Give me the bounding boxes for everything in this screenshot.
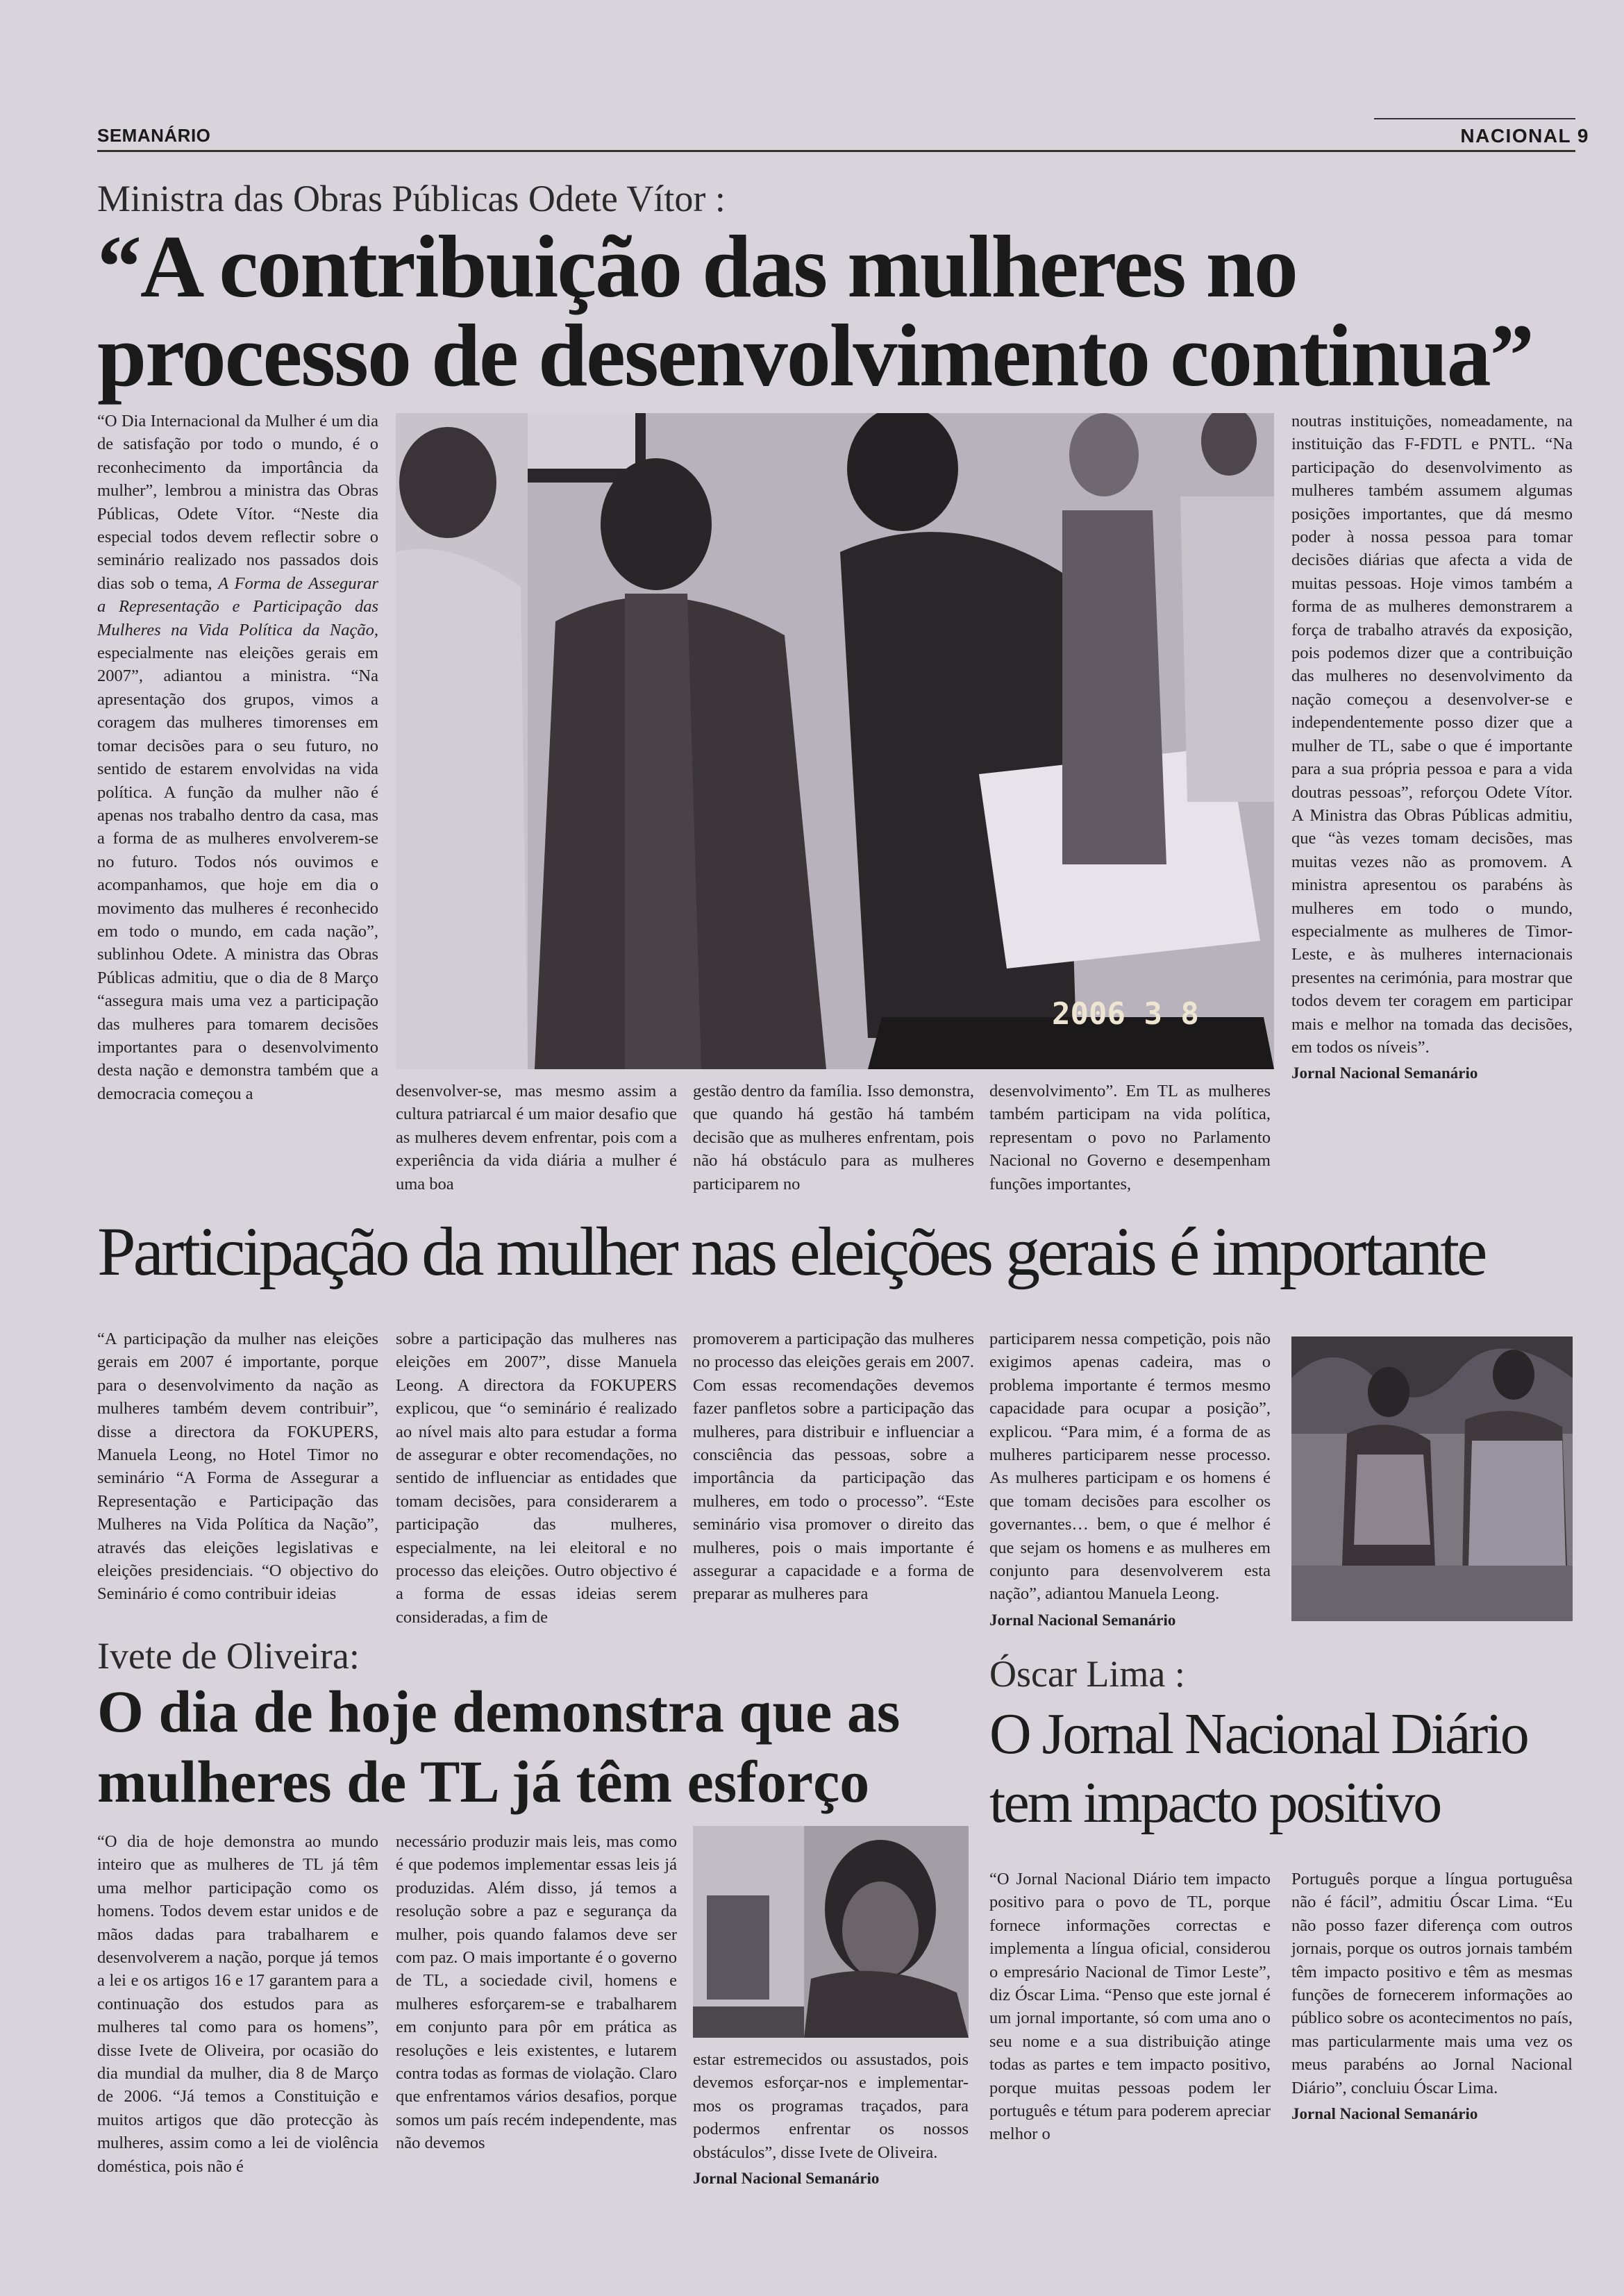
article4-col1-text: “O Jornal Nacional Diário tem impacto positivo para o povo de TL, porque fornece informações correctas e implementa a língua oficial, considerou o empresário Nacional de Timor Leste”, diz Óscar Lima. “Penso que este jornal é um jornal importante, só com uma ano o seu nome e a sua distribuição atinge todas as partes e tem impacto positivo, porque muitas pessoas podem ler português e tétum para poderem apreciar melhor o — [989, 1870, 1271, 2144]
article2-col3-text: promoverem a participação das mulheres no processo das eleições gerais em 2007. Com essas recomendações devemos fazer panfletos sobre a participação das mulheres, para distribuir e influenciar a consciência das pessoas, sobre a importância da participação das mulheres, em todo o processo”. “Este seminário visa promover o direito das mulheres, pois o mais importante é assegurar a capacidade e a forma de preparar as mulheres para — [693, 1330, 974, 1604]
article4-col2 — [1291, 1868, 1573, 2125]
article2-headline: Participação da mulher nas eleições gerais é importante — [97, 1213, 1485, 1290]
article1-byline: Jornal Nacional Semanário — [1291, 1064, 1478, 1082]
photo-date-stamp: 2006 3 8 — [1052, 996, 1199, 1032]
article3-col3 — [693, 2048, 969, 2190]
article1-col3 — [693, 1080, 974, 1196]
article2-col2-text: sobre a participação das mulheres nas eleições em 2007”, disse Manuela Leong. A directora da FOKUPERS explicou, que “o seminário é realizado ao nível mais alto para estudar a forma de assegurar e obter recomendações, no sentido de influenciar as entidades que tomam decisões, para considerarem a participação das mulheres, especialmente, na lei eleitoral e no processo das eleições. Outro objectivo é a forma de essas ideias serem consideradas, a fim de — [396, 1330, 677, 1627]
article1-col1-italic: A Forma de Assegurar a Representação e Participação das Mulheres na Vida Política da Nação, — [97, 573, 378, 639]
article2-col2 — [396, 1327, 677, 1629]
article1-col4-text: desenvolvimento”. Em TL as mulheres também participam na vida política, representam o povo no Parlamento Nacional no Governo e desempenham funções importantes, — [989, 1082, 1271, 1193]
article1-col5 — [1291, 410, 1573, 1085]
article1-col1-rest: especialmente nas eleições gerais em 2007”, adiantou a ministra. “Na apresentação dos grupos, vimos a coragem das mulheres timorenses em tomar decisões para o seu futuro, no sentido de estarem envolvidas na vida política. A função da mulher não é apenas nos trabalho dentro da casa, mas a forma de as mulheres envolverem-se no futuro. Todos nós ouvimos e acompanhamos, que hoje em dia o movimento das mulheres é reconhecido em todo o mundo, em cada nação”, sublinhou Odete. A ministra das Obras Públicas admitiu, que o dia de 8 Março “assegura mais uma vez a participação das mulheres para tomarem decisões importantes para o desenvolvimento desta nação e demonstra também que a democracia começou a — [97, 644, 378, 1103]
article1-col2-text: desenvolver-se, mas mesmo assim a cultura patriarcal é um maior desafio que as mulheres devem enfrentar, pois com a experiência da vida diária a mulher é uma boa — [396, 1082, 677, 1193]
article3-byline: Jornal Nacional Semanário — [693, 2170, 880, 2188]
header-rule — [97, 150, 1575, 152]
article1-photo — [396, 413, 1274, 1069]
article3-col2-text: necessário produzir mais leis, mas como é que podemos implementar essas leis já produzidas. Além disso, já temos a resolução sobre a paz e segurança da mulher, pois quando falamos deve ser com paz. O mais importante é o governo de TL, a sociedade civil, homens e mulheres esforçarem-se e trabalharem em conjunto para pôr em prática as resoluções e leis existentes, e lutarem contra todas as formas de violação. Claro que enfrentamos vários desafios, porque somos um país recém independente, mas não devemos — [396, 1832, 677, 2153]
article3-col1-text: “O dia de hoje demonstra ao mundo inteiro que as mulheres de TL já têm uma melhor participação como os homens. Todos devem estar unidos e de mãos dadas para trabalharem e desenvolverem a nação, porque já temos a lei e os artigos 16 e 17 garantem para a continuação dos estudos para as mulheres tal como para os homens”, disse Ivete de Oliveira, por ocasião do dia mundial da mulher, dia 8 de Março de 2006. “Já temos a Constituição e muitos artigos que dão protecção às mulheres, assim como a lei de violência doméstica, pois não é — [97, 1832, 378, 2176]
article1-kicker: Ministra das Obras Públicas Odete Vítor : — [97, 178, 726, 219]
article1-col4 — [989, 1080, 1271, 1196]
article4-headline: O Jornal Nacional Diário tem impacto positivo — [989, 1702, 1527, 1836]
article1-col2 — [396, 1080, 677, 1196]
article2-col1 — [97, 1327, 378, 1606]
section-label — [1460, 125, 1589, 147]
article1-col1 — [97, 410, 378, 1105]
article1-col1-text: “O Dia Internacional da Mulher é um dia de satisfação por todo o mundo, é o reconhecimento da importância da mulher”, lembrou a ministra das Obras Públicas, Odete Vítor. “Neste dia especial todos devem reflectir sobre o seminário realizado nos passados dois dias sob o tema, — [97, 412, 378, 593]
masthead: SEMANÁRIO — [97, 125, 211, 146]
header-rule-short — [1374, 118, 1575, 119]
section-name: NACIONAL — [1460, 125, 1571, 146]
article3-col3-text: estar estremecidos ou assustados, pois devemos esforçar-nos e implementar-mos os programas traçados, para podermos enfrentar os nossos obstáculos”, disse Ivete de Oliveira. — [693, 2050, 969, 2162]
article4-col2-text: Português porque a língua portuguêsa não é fácil”, admitiu Óscar Lima. “Eu não posso fazer diferença com outros jornais, porque os outros jornais também têm impacto positivo e têm as mesmas funções de fornecerem informações ao público sobre os acontecimentos no país, mas particularmente mais uma vez os meus parabéns ao Jornal Nacional Diário”, concluiu Óscar Lima. — [1291, 1870, 1573, 2097]
article3-headline: O dia de hoje demonstra que as mulheres de TL já têm esforço — [97, 1678, 901, 1816]
article3-photo — [693, 1826, 969, 2038]
article2-col4 — [989, 1327, 1271, 1632]
article3-col1 — [97, 1830, 378, 2178]
article1-col3-text: gestão dentro da família. Isso demonstra, que quando há gestão há também decisão que as mulheres enfrentam, pois não há obstáculo para as mulheres participarem no — [693, 1082, 974, 1193]
article2-photo — [1291, 1336, 1573, 1621]
article3-kicker: Ivete de Oliveira: — [97, 1635, 360, 1677]
article2-byline: Jornal Nacional Semanário — [989, 1611, 1176, 1629]
article4-byline: Jornal Nacional Semanário — [1291, 2105, 1478, 2123]
article2-col4-text: participarem nessa competição, pois não exigimos apenas cadeira, mas o problema importante é termos mesmo capacidade para ocupar a posição”, explicou. “Para mim, é a forma de as mulheres participarem nesse processo. As mulheres participam e os homens é que tomam decisões para escolher os governantes… bem, o que é melhor é que sejam os homens e as mulheres em conjunto para desenvolverem esta nação”, adiantou Manuela Leong. — [989, 1330, 1271, 1604]
article1-headline: “A contribuição das mulheres no processo de desenvolvimento continua” — [97, 217, 1533, 405]
article1-col5-text: noutras instituições, nomeadamente, na instituição das F-FDTL e PNTL. “Na participação do desenvolvimento as mulheres também assumem algumas posições importantes, que dá mesmo poder à nossa pessoa para tomar decisões diárias que afecta a vida de muitas pessoas. Hoje vimos também a forma de as mulheres demonstrarem a força de trabalho através da exposição, pois podemos dizer que a contribuição das mulheres no desenvolvimento da nação começou a desenvolver-se e independentemente posso dizer que a mulher de TL, sabe o que é importante para a sua própria pessoa e para a vida doutras pessoas”, reforçou Odete Vítor. A Ministra das Obras Públicas admitiu, que “às vezes tomam decisões, mas muitas vezes não as promovem. A ministra apresentou os parabéns às mulheres em todo o mundo, especialmente as mulheres de Timor-Leste, e às mulheres internacionais presentes na cerimónia, para mostrar que todos devem ter coragem em participar mais e melhor na tomada das decisões, em todos os níveis”. — [1291, 412, 1573, 1057]
article3-col2 — [396, 1830, 677, 2155]
page-number: 9 — [1577, 125, 1589, 146]
article2-col3 — [693, 1327, 974, 1606]
article2-col1-text: “A participação da mulher nas eleições gerais em 2007 é importante, porque para o desenvolvimento da nação as mulheres também devem contribuir”, disse a directora da FOKUPERS, Manuela Leong, no Hotel Timor no seminário “A Forma de Assegurar a Representação e Participação das Mulheres na Vida Política da Nação”, através das eleições legislativas e eleições presidenciais. “O objectivo do Seminário é como contribuir ideias — [97, 1330, 378, 1604]
article4-kicker: Óscar Lima : — [989, 1653, 1185, 1695]
article4-col1 — [989, 1868, 1271, 2146]
